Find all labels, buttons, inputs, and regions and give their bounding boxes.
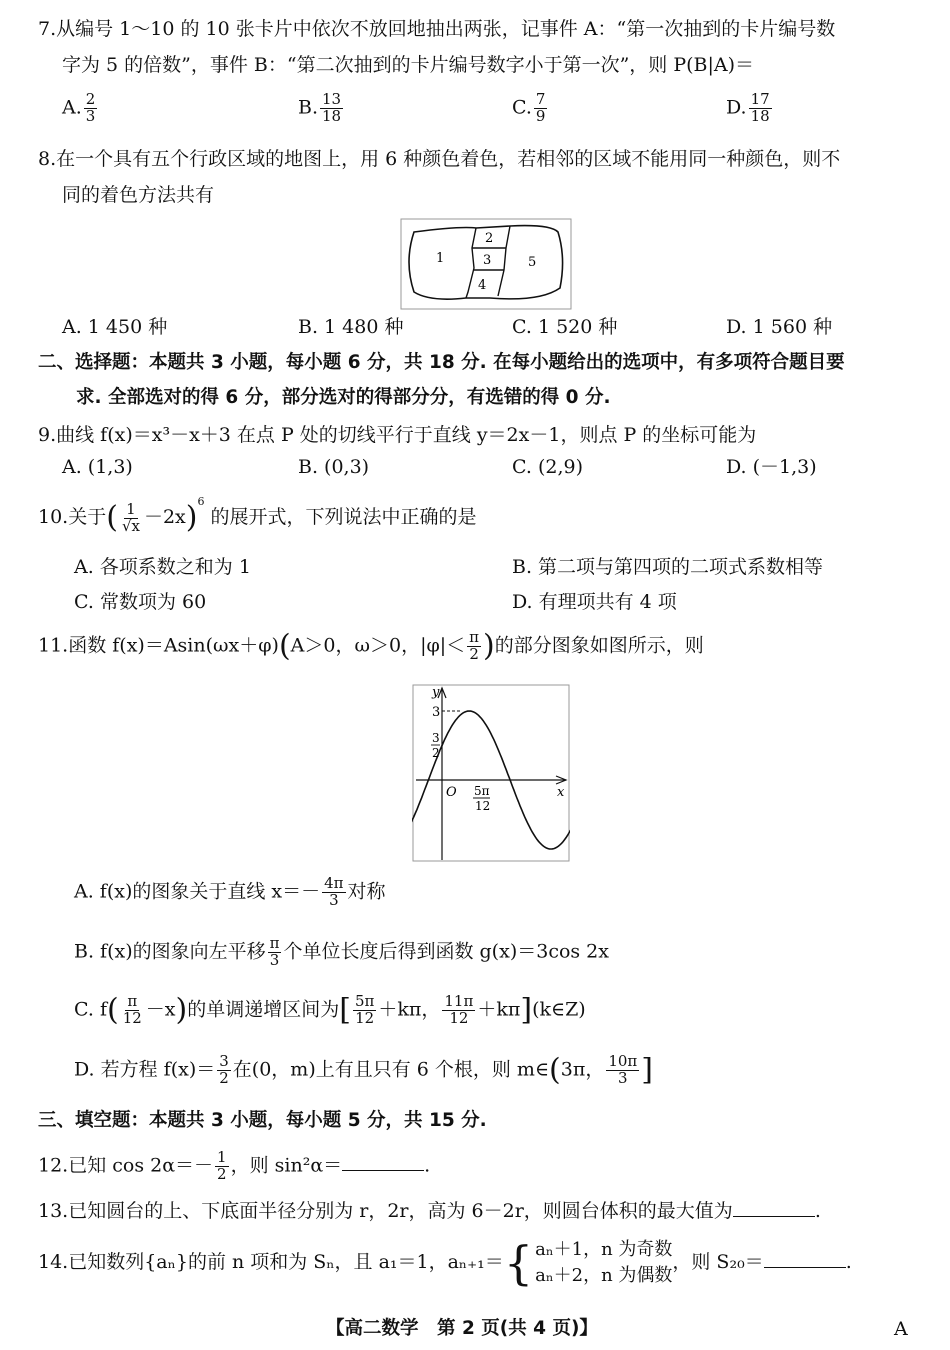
q10-option-d: D. 有理项共有 4 项 (512, 591, 677, 613)
q8-option-d: D. 1 560 种 (726, 316, 833, 338)
paper-version-label: A (894, 1318, 908, 1340)
q9-option-c: C. (2,9) (512, 456, 583, 478)
q14-answer-blank[interactable] (764, 1251, 846, 1268)
q11-option-d: D. 若方程 f(x)＝ $\frac{3}{2}$ 在(0，m)上有且只有 6 个根，则 m∈(3π， $\frac{10\pi}{3}$ ] (74, 1052, 653, 1088)
q8-option-c: C. 1 520 种 (512, 316, 618, 338)
sine-graph-figure (412, 684, 570, 862)
q14-stem: 14.已知数列{aₙ}的前 n 项和为 Sₙ，且 a₁＝1，aₙ₊₁＝ { aₙ＋1，n 为奇数 aₙ＋2，n 为偶数 ，则 S₂₀＝ . (38, 1236, 852, 1291)
y-tick-3-over-2-num: 3 (432, 731, 440, 745)
region-label-2: 2 (485, 231, 494, 246)
region-map-figure (400, 218, 572, 310)
x-tick-12-den: 12 (475, 799, 491, 813)
region-label-1: 1 (436, 251, 445, 266)
region-label-4: 4 (478, 278, 487, 293)
q11-option-b: B. f(x)的图象向左平移 $\frac{\pi}{3}$ 个单位长度后得到函数 g(x)＝3cos 2x (74, 934, 609, 969)
q8-line2: 同的着色方法共有 (62, 184, 215, 206)
q7-line2: 字为 5 的倍数”，事件 B：“第二次抽到的卡片编号数字小于第一次”，则 P(B|A)＝ (62, 54, 755, 76)
q8-line1: 8.在一个具有五个行政区域的地图上，用 6 种颜色着色，若相邻的区域不能用同一种颜色，则不 (38, 148, 841, 170)
q9-option-d: D. (－1,3) (726, 456, 817, 478)
region-label-3: 3 (483, 253, 492, 268)
q7-option-a: A. $\frac{2}{3}$ (62, 90, 96, 125)
q11-option-a: A. f(x)的图象关于直线 x＝－ $\frac{4\pi}{3}$ 对称 (74, 874, 386, 909)
q13-stem: 13.已知圆台的上、下底面半径分别为 r，2r，高为 6－2r，则圆台体积的最大值为 . (38, 1200, 821, 1222)
q7-line1: 7.从编号 1～10 的 10 张卡片中依次不放回地抽出两张，记事件 A：“第一次抽到的卡片编号数 (38, 18, 836, 40)
q10-option-b: B. 第二项与第四项的二项式系数相等 (512, 556, 824, 578)
q12-stem: 12.已知 cos 2α＝－ $\frac{1}{2}$ ，则 sin²α＝ . (38, 1148, 431, 1183)
x-tick-5pi-num: 5π (474, 784, 490, 798)
q9-option-b: B. (0,3) (298, 456, 370, 478)
x-axis-label: x (557, 785, 565, 800)
section2-heading-line1: 二、选择题：本题共 3 小题，每小题 6 分，共 18 分. 在每小题给出的选项中，有多项符合题目要 (38, 352, 845, 373)
section2-heading-line2: 求. 全部选对的得 6 分，部分选对的得部分分，有选错的得 0 分. (76, 387, 611, 408)
section3-heading: 三、填空题：本题共 3 小题，每小题 5 分，共 15 分. (38, 1110, 487, 1131)
region-label-5: 5 (528, 255, 537, 270)
q8-option-b: B. 1 480 种 (298, 316, 404, 338)
page-footer: 【高二数学 第 2 页(共 4 页)】 (326, 1318, 598, 1339)
q10-option-a: A. 各项系数之和为 1 (74, 556, 251, 578)
q8-option-a: A. 1 450 种 (62, 316, 168, 338)
q11-stem: 11.函数 f(x)＝Asin(ωx＋φ)(A＞0，ω＞0，|φ|＜ $\frac{\pi}{2}$ )的部分图象如图所示，则 (38, 628, 704, 664)
q14-case-odd: aₙ＋1，n 为奇数 (535, 1239, 673, 1260)
q9-stem: 9.曲线 f(x)＝x³－x＋3 在点 P 处的切线平行于直线 y＝2x－1，则点 P 的坐标可能为 (38, 424, 757, 446)
q7-option-b: B. $\frac{13}{18}$ (298, 90, 342, 125)
y-tick-3: 3 (432, 705, 441, 720)
q7-option-d: D. $\frac{17}{18}$ (726, 90, 770, 125)
q10-option-c: C. 常数项为 60 (74, 591, 207, 613)
q7-option-c: C. $\frac{7}{9}$ (512, 90, 546, 125)
y-axis-label: y (432, 685, 440, 700)
q9-option-a: A. (1,3) (62, 456, 133, 478)
q12-answer-blank[interactable] (342, 1154, 424, 1171)
q14-case-even: aₙ＋2，n 为偶数 (535, 1265, 673, 1287)
origin-label: O (446, 785, 457, 800)
q11-option-c: C. f( $\frac{\pi}{12}$ －x)的单调递增区间为[ $\frac{5\pi}{12}$ ＋kπ， $\frac{11\pi}{12}$ ＋kπ](k∈Z) (74, 992, 586, 1028)
q10-stem: 10.关于( $\frac{1}{√x}$ －2x)$^6$ 的展开式，下列说法中正确的是 (38, 495, 477, 535)
q13-answer-blank[interactable] (733, 1200, 815, 1217)
y-tick-3-over-2-den: 2 (432, 746, 440, 760)
